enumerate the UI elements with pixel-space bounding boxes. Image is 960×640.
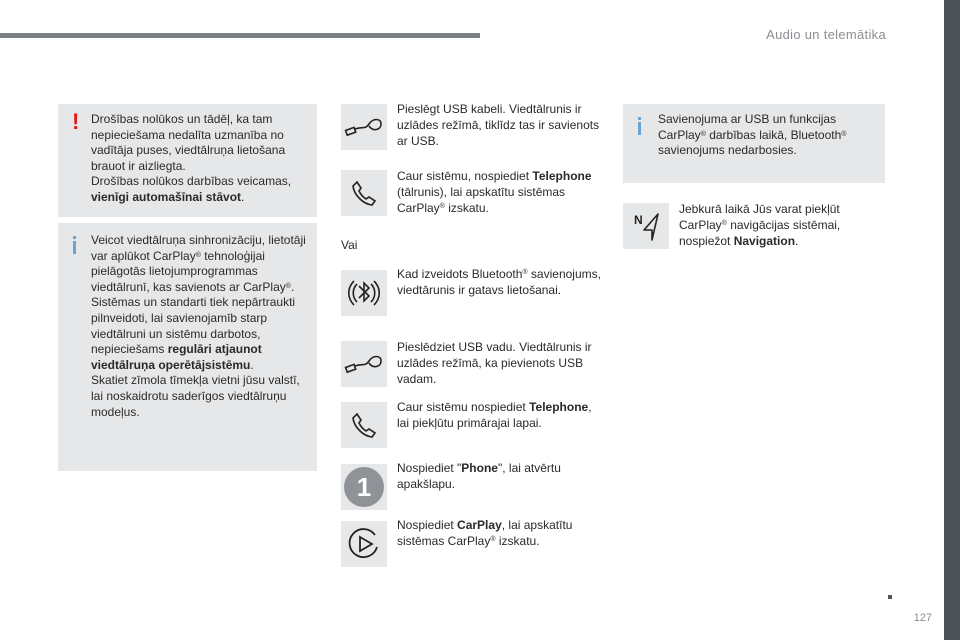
- step-telephone-text-2: Caur sistēmu nospiediet Telephone, lai piekļūtu primārajai lapai.: [397, 400, 592, 430]
- page-dot: [888, 595, 892, 599]
- step-usb-text: Pieslēgt USB kabeli. Viedtālrunis ir uzlādes režīmā, tiklīdz tas ir savienots ar USB.: [397, 102, 600, 148]
- svg-text:N: N: [634, 213, 643, 227]
- step-carplay-text: Nospiediet CarPlay, lai apskatītu sistēmas CarPlay® izskatu.: [397, 518, 573, 548]
- section-title: Audio un telemātika: [766, 27, 886, 42]
- step-number-badge: [341, 464, 387, 510]
- step-usb-text-2: Pieslēdziet USB vadu. Viedtālrunis ir uzlādes režīmā, ka pievienots USB vadam.: [397, 340, 592, 386]
- side-tab-bar: [944, 0, 960, 640]
- carplay-play-icon: [341, 521, 387, 567]
- number-one-icon: 1: [344, 467, 384, 507]
- step-bluetooth-text: Kad izveidots Bluetooth® savienojums, viedtārunis ir gatavs lietošanai.: [397, 267, 601, 297]
- usb-cable-icon: [341, 104, 387, 150]
- info-icon: [73, 236, 76, 254]
- warning-exclamation-icon: !: [72, 109, 80, 134]
- or-label: Vai: [341, 238, 358, 252]
- usb-cable-icon: [341, 341, 387, 387]
- telephone-icon: [341, 402, 387, 448]
- info-text-right: Savienojuma ar USB un funkcijas CarPlay® darbības laikā, Bluetooth® savienojums nedarbosies.: [658, 112, 847, 158]
- warning-text: Drošības nolūkos un tādēļ, ka tam nepieciešama nedalīta uzmanība no vadītāja puses, viedtālruņa lietošana brauot ir aizliegta. Drošības nolūkos darbības veicamas, vienīgi automašīnai stāvot.: [91, 112, 292, 204]
- telephone-icon: [341, 170, 387, 216]
- step-telephone-text: Caur sistēmu, nospiediet Telephone (tālrunis), lai apskatītu sistēmas CarPlay® izskatu.: [397, 169, 592, 215]
- info-icon: [638, 117, 641, 135]
- navigation-icon: [623, 203, 669, 249]
- header-rule: [0, 33, 480, 38]
- warning-emphasis: vienīgi automašīnai stāvot: [91, 189, 242, 204]
- step-navigation-text: Jebkurā laikā Jūs varat piekļūt CarPlay® navigācijas sistēmai, nospiežot Navigation.: [679, 202, 841, 248]
- page-number: 127: [913, 612, 932, 624]
- bluetooth-icon: [341, 270, 387, 316]
- step-phone-text: Nospiediet "Phone", lai atvērtu apakšlapu.: [397, 461, 561, 491]
- info-text-left: Veicot viedtālruņa sinhronizāciju, lietotāji var aplūkot CarPlay® tehnoloģijai pielāgotās lietojumprogrammas viedtālrunī, kas savienots ar CarPlay®. Sistēmas un standarti tiek nepārtraukti pilnveidoti, lai savienojamīb starp viedtālruni un sistēmu darbotos, nepieciešams regulāri atjaunot viedtālruņa operētājsistēmu. Skatiet zīmola tīmekļa vietni jūsu valstī, lai noskaidrotu saderīgos viedtālruņu modeļus.: [91, 233, 306, 419]
